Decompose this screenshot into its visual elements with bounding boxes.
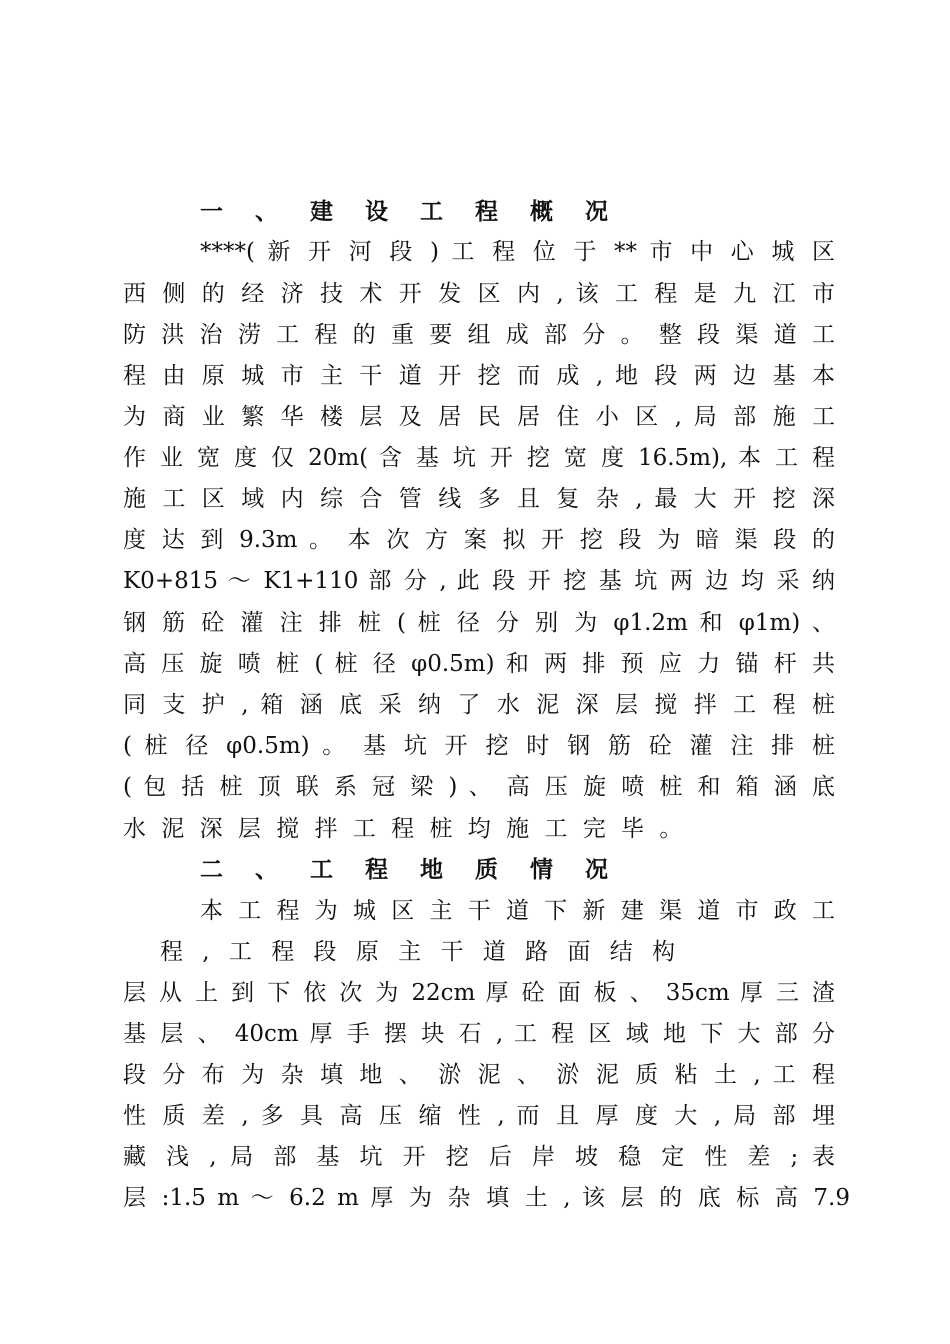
paragraph-line: 本 工 程 为 城 区 主 干 道 下 新 建 渠 道 市 政 工 <box>200 898 835 924</box>
section-heading-2: 二 、 工 程 地 质 情 况 <box>200 856 621 883</box>
paragraph-line: 同 支 护 , 箱 涵 底 采 纳 了 水 泥 深 层 搅 拌 工 程 桩 <box>123 692 835 718</box>
section-heading-1: 一 、 建 设 工 程 概 况 <box>200 198 621 225</box>
paragraph-line: 作 业 宽 度 仅 20m( 含 基 坑 开 挖 宽 度 16.5m), 本 工 程 <box>123 445 835 471</box>
paragraph-line: 藏 浅 , 局 部 基 坑 开 挖 后 岸 坡 稳 定 性 差 ; 表 <box>123 1144 835 1170</box>
paragraph-line: 层 :1.5 m ～ 6.2 m 厚 为 杂 填 土 , 该 层 的 底 标 高 7.9 <box>123 1185 850 1211</box>
paragraph-line: K0+815 ～ K1+110 部 分 , 此 段 开 挖 基 坑 两 边 均 采 纳 <box>123 568 835 594</box>
paragraph-line: 西 侧 的 经 济 技 术 开 发 区 内 , 该 工 程 是 九 江 市 <box>123 281 835 307</box>
paragraph-line: 高 压 旋 喷 桩 ( 桩 径 φ0.5m) 和 两 排 预 应 力 锚 杆 共 <box>123 651 835 677</box>
paragraph-line: ( 桩 径 φ0.5m) 。 基 坑 开 挖 时 钢 筋 砼 灌 注 排 桩 <box>123 733 835 759</box>
paragraph-line: 防 洪 治 涝 工 程 的 重 要 组 成 部 分 。 整 段 渠 道 工 <box>123 322 835 348</box>
paragraph-line: 层 从 上 到 下 依 次 为 22cm 厚 砼 面 板 、 35cm 厚 三 渣 <box>123 980 835 1006</box>
paragraph-line: 为 商 业 繁 华 楼 层 及 居 民 居 住 小 区 , 局 部 施 工 <box>123 404 835 430</box>
paragraph-line: 施 工 区 域 内 综 合 管 线 多 且 复 杂 , 最 大 开 挖 深 <box>123 486 835 512</box>
paragraph-line: 程 由 原 城 市 主 干 道 开 挖 而 成 , 地 段 两 边 基 本 <box>123 363 835 389</box>
paragraph-line: 性 质 差 , 多 具 高 压 缩 性 , 而 且 厚 度 大 , 局 部 埋 <box>123 1103 835 1129</box>
paragraph-line: 钢 筋 砼 灌 注 排 桩 ( 桩 径 分 别 为 φ1.2m 和 φ1m) 、 <box>123 610 835 636</box>
paragraph-line: 基 层 、 40cm 厚 手 摆 块 石 , 工 程 区 域 地 下 大 部 分 <box>123 1021 835 1047</box>
paragraph-line: 水 泥 深 层 搅 拌 工 程 桩 均 施 工 完 毕 。 <box>123 816 687 842</box>
paragraph-line: 度 达 到 9.3m 。 本 次 方 案 拟 开 挖 段 为 暗 渠 段 的 <box>123 527 835 553</box>
paragraph-line: ( 包 括 桩 顶 联 系 冠 梁 ) 、 高 压 旋 喷 桩 和 箱 涵 底 <box>123 774 835 800</box>
paragraph-line: 段 分 布 为 杂 填 地 、 淤 泥 、 淤 泥 质 粘 土 , 工 程 <box>123 1062 835 1088</box>
paragraph-line: ****( 新 开 河 段 ) 工 程 位 于 ** 市 中 心 城 区 <box>200 239 835 265</box>
paragraph-line: 程 , 工 程 段 原 主 干 道 路 面 结 构 <box>160 939 682 965</box>
